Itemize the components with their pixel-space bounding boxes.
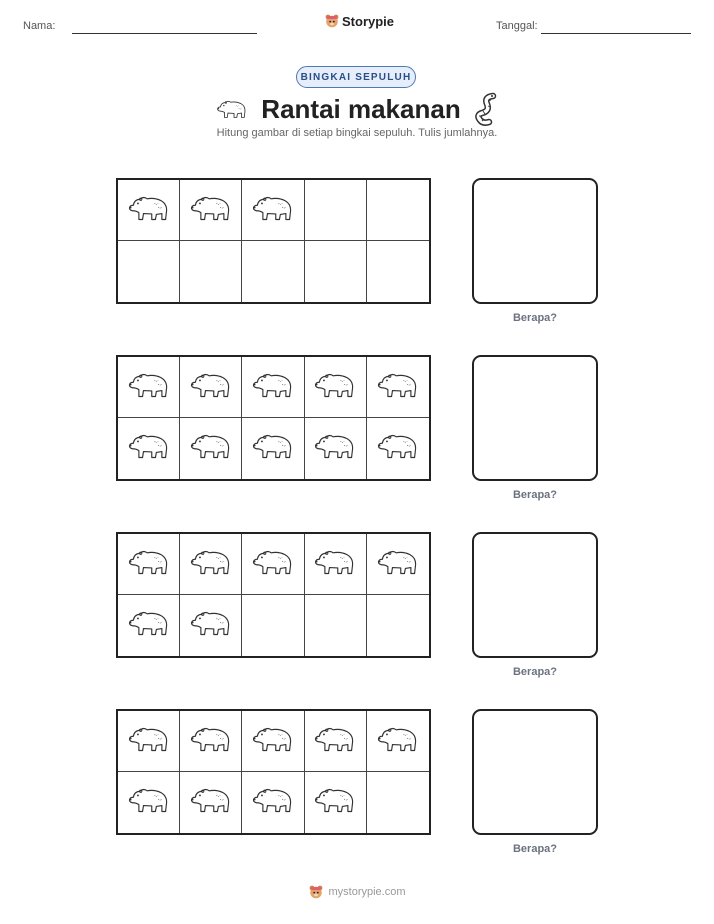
frame-cell bbox=[118, 595, 180, 656]
frame-cell bbox=[180, 711, 242, 772]
frame-cell bbox=[367, 180, 429, 241]
frame-cell bbox=[242, 534, 304, 595]
answer-label-1: Berapa? bbox=[512, 312, 558, 324]
frame-cell bbox=[180, 180, 242, 241]
ten-frame-1 bbox=[116, 178, 431, 304]
frame-cell bbox=[118, 418, 180, 479]
ten-frame-4 bbox=[116, 709, 431, 835]
answer-box-4[interactable] bbox=[472, 709, 598, 835]
ten-frame-3 bbox=[116, 532, 431, 658]
frame-cell bbox=[305, 711, 367, 772]
polar-bear-icon bbox=[250, 785, 296, 820]
polar-bear-icon bbox=[375, 547, 421, 582]
polar-bear-icon bbox=[188, 547, 234, 582]
polar-bear-icon bbox=[188, 608, 234, 643]
footer bbox=[0, 884, 714, 900]
answer-label-4: Berapa? bbox=[512, 843, 558, 855]
frame-cell bbox=[367, 772, 429, 833]
polar-bear-icon bbox=[250, 724, 296, 759]
date-line[interactable] bbox=[541, 33, 691, 34]
frame-cell bbox=[180, 357, 242, 418]
answer-box-2[interactable] bbox=[472, 355, 598, 481]
polar-bear-icon bbox=[188, 431, 234, 466]
frame-cell bbox=[305, 595, 367, 656]
section-badge: BINGKAI SEPULUH bbox=[296, 66, 416, 88]
polar-bear-icon bbox=[250, 547, 296, 582]
frame-cell bbox=[367, 418, 429, 479]
frame-cell bbox=[367, 595, 429, 656]
frame-cell bbox=[305, 180, 367, 241]
frame-cell bbox=[242, 180, 304, 241]
polar-bear-icon bbox=[312, 370, 358, 405]
frame-cell bbox=[118, 241, 180, 302]
frame-cell bbox=[242, 357, 304, 418]
ten-frame-2 bbox=[116, 355, 431, 481]
frame-cell bbox=[118, 711, 180, 772]
brand-name: Storypie bbox=[342, 13, 395, 29]
frame-cell bbox=[118, 180, 180, 241]
storypie-mascot-icon bbox=[308, 884, 324, 900]
answer-box-3[interactable] bbox=[472, 532, 598, 658]
frame-cell bbox=[305, 772, 367, 833]
frame-cell bbox=[180, 595, 242, 656]
polar-bear-icon bbox=[312, 547, 358, 582]
polar-bear-icon bbox=[126, 370, 172, 405]
frame-cell bbox=[242, 772, 304, 833]
instructions: Hitung gambar di setiap bingkai sepuluh. Tulis jumlahnya. bbox=[216, 127, 498, 139]
frame-cell bbox=[367, 534, 429, 595]
frame-cell bbox=[305, 534, 367, 595]
frame-cell bbox=[118, 772, 180, 833]
polar-bear-icon bbox=[375, 431, 421, 466]
frame-cell bbox=[242, 241, 304, 302]
polar-bear-icon bbox=[188, 370, 234, 405]
polar-bear-icon bbox=[250, 193, 296, 228]
polar-bear-icon bbox=[188, 785, 234, 820]
date-label: Tanggal: bbox=[496, 20, 538, 32]
answer-box-1[interactable] bbox=[472, 178, 598, 304]
polar-bear-icon bbox=[250, 370, 296, 405]
brand-logo bbox=[324, 13, 394, 29]
frame-cell bbox=[367, 357, 429, 418]
footer-site: mystorypie.com bbox=[328, 886, 406, 898]
frame-cell bbox=[180, 241, 242, 302]
frame-cell bbox=[305, 357, 367, 418]
name-label: Nama: bbox=[23, 20, 56, 32]
polar-bear-icon bbox=[312, 785, 358, 820]
frame-cell bbox=[242, 595, 304, 656]
polar-bear-icon bbox=[215, 98, 249, 120]
frame-cell bbox=[367, 241, 429, 302]
storypie-mascot-icon bbox=[324, 13, 340, 29]
polar-bear-icon bbox=[188, 724, 234, 759]
frame-cell bbox=[367, 711, 429, 772]
frame-cell bbox=[242, 711, 304, 772]
frame-cell bbox=[118, 357, 180, 418]
polar-bear-icon bbox=[312, 724, 358, 759]
polar-bear-icon bbox=[375, 370, 421, 405]
polar-bear-icon bbox=[126, 431, 172, 466]
polar-bear-icon bbox=[312, 431, 358, 466]
frame-cell bbox=[180, 418, 242, 479]
frame-cell bbox=[180, 772, 242, 833]
page-title: Rantai makanan bbox=[261, 93, 461, 124]
frame-cell bbox=[305, 418, 367, 479]
polar-bear-icon bbox=[126, 785, 172, 820]
worm-icon bbox=[473, 92, 499, 126]
frame-cell bbox=[180, 534, 242, 595]
polar-bear-icon bbox=[126, 724, 172, 759]
frame-cell bbox=[118, 534, 180, 595]
polar-bear-icon bbox=[188, 193, 234, 228]
polar-bear-icon bbox=[126, 193, 172, 228]
answer-label-3: Berapa? bbox=[512, 666, 558, 678]
name-line[interactable] bbox=[72, 33, 257, 34]
polar-bear-icon bbox=[126, 608, 172, 643]
polar-bear-icon bbox=[375, 724, 421, 759]
polar-bear-icon bbox=[250, 431, 296, 466]
answer-label-2: Berapa? bbox=[512, 489, 558, 501]
frame-cell bbox=[242, 418, 304, 479]
frame-cell bbox=[305, 241, 367, 302]
title-row bbox=[0, 92, 714, 126]
polar-bear-icon bbox=[126, 547, 172, 582]
